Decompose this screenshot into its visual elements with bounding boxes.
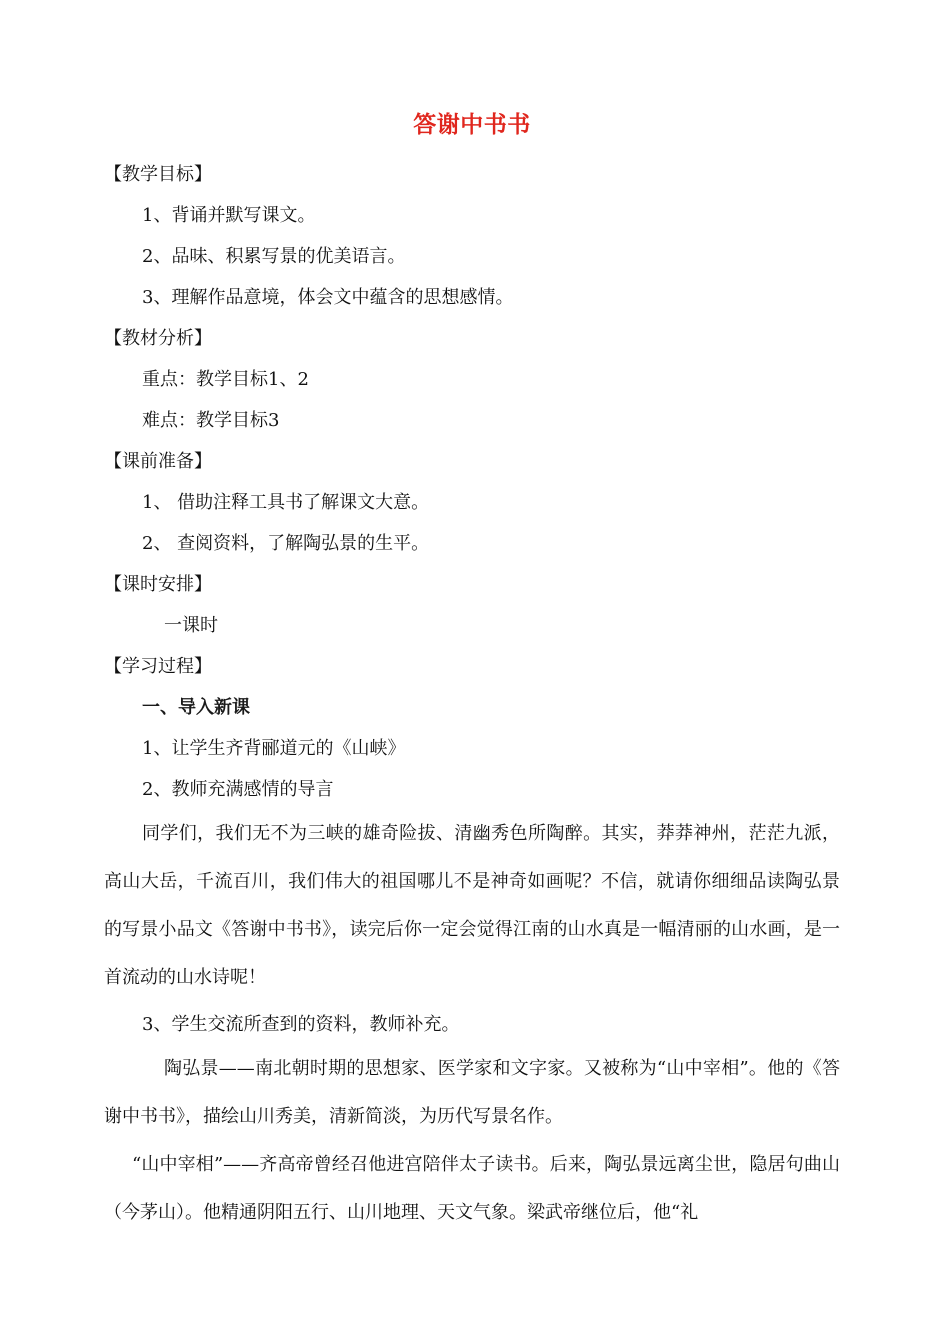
section-heading-process: 【学习过程】 xyxy=(104,656,212,677)
section-heading-prep: 【课前准备】 xyxy=(104,451,212,472)
prep-item-1: 1、 借助注释工具书了解课文大意。 xyxy=(142,492,430,513)
prep-item-2: 2、 查阅资料，了解陶弘景的生平。 xyxy=(142,533,430,554)
section-heading-schedule: 【课时安排】 xyxy=(104,574,212,595)
process-item-2: 2、教师充满感情的导言 xyxy=(142,779,334,800)
analysis-difficult-point: 难点：教学目标3 xyxy=(142,410,280,431)
intro-paragraph: 同学们，我们无不为三峡的雄奇险拔、清幽秀色所陶醉。其实，莽莽神州，茫茫九派，高山大岳，千流百川，我们伟大的祖国哪儿不是神奇如画呢？不信，就请你细细品读陶弘景的写景小品文《答谢中书书》，读完后你一定会觉得江南的山水真是一幅清丽的山水画，是一首流动的山水诗呢！ xyxy=(104,823,840,988)
goal-item-1: 1、背诵并默写课文。 xyxy=(142,205,316,226)
schedule-item: 一课时 xyxy=(164,615,218,636)
process-item-1: 1、让学生齐背郦道元的《山峡》 xyxy=(142,738,406,759)
process-subheading: 一、导入新课 xyxy=(142,697,250,718)
author-paragraph: 陶弘景——南北朝时期的思想家、医学家和文字家。又被称为“山中宰相”。他的《答谢中书书》，描绘山川秀美，清新简淡，为历代写景名作。 xyxy=(104,1058,840,1127)
goal-item-3: 3、理解作品意境，体会文中蕴含的思想感情。 xyxy=(142,287,514,308)
nickname-paragraph: “山中宰相”——齐高帝曾经召他进宫陪伴太子读书。后来，陶弘景远离尘世，隐居句曲山（今茅山）。他精通阴阳五行、山川地理、天文气象。梁武帝继位后，他“礼 xyxy=(104,1154,840,1223)
goal-item-2: 2、品味、积累写景的优美语言。 xyxy=(142,246,406,267)
process-item-3: 3、学生交流所查到的资料，教师补充。 xyxy=(142,1014,460,1035)
section-heading-goals: 【教学目标】 xyxy=(104,164,212,185)
analysis-key-point: 重点：教学目标1、2 xyxy=(142,369,309,390)
document-title: 答谢中书书 xyxy=(413,112,531,138)
section-heading-analysis: 【教材分析】 xyxy=(104,328,212,349)
